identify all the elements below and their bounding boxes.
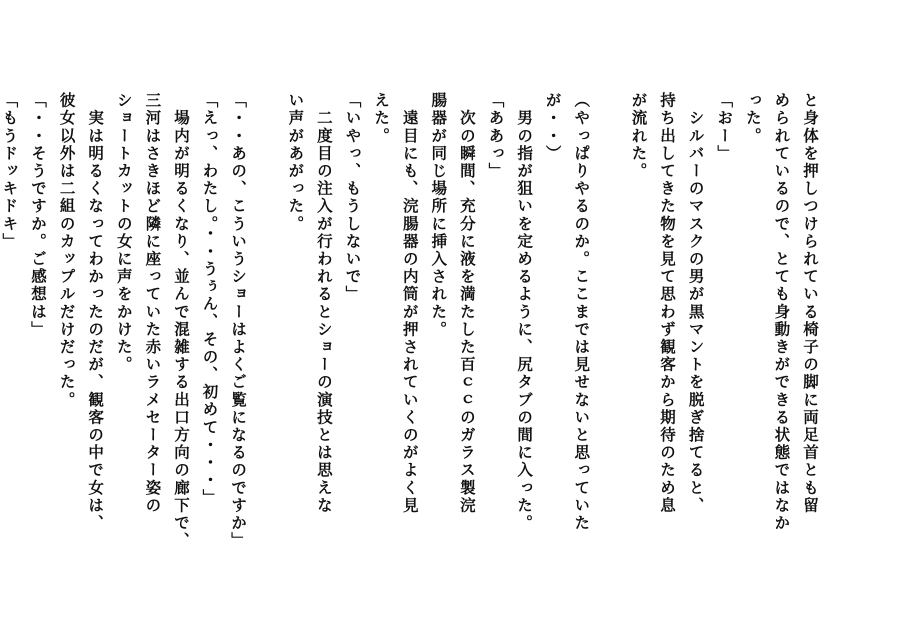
text-line: 「・・あの、こういうショーはよくご覧になるのですか」 bbox=[229, 92, 248, 550]
text-line: ショートカットの女に声をかけた。 bbox=[114, 92, 133, 374]
text-line: 男の指が狙いを定めるように、尻タブの間に入った。 bbox=[515, 92, 534, 532]
text-line: 「おー」 bbox=[715, 92, 734, 163]
text-line: 場内が明るくなり、並んで混雑する出口方向の廊下で、 bbox=[171, 92, 190, 550]
text-line: シルバーのマスクの男が黒マントを脱ぎ捨てると、 bbox=[686, 92, 705, 515]
text-line: 二度目の注入が行われるとショーの演技とは思えな bbox=[314, 92, 333, 515]
text-line: った。 bbox=[743, 92, 762, 145]
text-line: 次の瞬間、充分に液を満たした百ｃｃのガラス製浣 bbox=[457, 92, 476, 515]
text-line: 「えっ、わたし。・・うぅん、その、初めて・・・」 bbox=[200, 92, 219, 507]
text-line: （やっぱりやるのか。ここまでは見せないと思っていた bbox=[572, 92, 591, 532]
text-line: められているので、とても身動きができる状態ではなか bbox=[772, 92, 791, 532]
vertical-text-body bbox=[0, 92, 824, 612]
text-line: 彼女以外は二組のカップルだけだった。 bbox=[57, 92, 76, 409]
text-line: 「もうドッキドキ」 bbox=[0, 92, 19, 251]
text-line: い声があがった。 bbox=[286, 92, 305, 233]
text-line: と身体を押しつけられている椅子の脚に両足首とも留 bbox=[801, 92, 819, 515]
text-line: 三河はさきほど隣に座っていた赤いラメセーター姿の bbox=[143, 92, 162, 515]
blank-line bbox=[252, 92, 281, 612]
text-line: えた。 bbox=[372, 92, 391, 145]
text-line: 「いやっ、もうしないで」 bbox=[343, 92, 362, 304]
text-line: が流れた。 bbox=[629, 92, 648, 180]
text-line: 持ち出してきた物を見て思わず観客から期待のため息 bbox=[658, 92, 677, 515]
text-line: 腸器が同じ場所に挿入された。 bbox=[429, 92, 448, 339]
text-line: 実は明るくなってわかったのだが、観客の中で女は、 bbox=[86, 92, 105, 532]
text-line: が・・） bbox=[543, 92, 562, 163]
blank-line bbox=[595, 92, 624, 612]
text-line: 遠目にも、浣腸器の内筒が押されていくのがよく見 bbox=[400, 92, 419, 515]
text-line: 「ああっ」 bbox=[486, 92, 505, 180]
text-line: 「・・そうですか。ご感想は」 bbox=[28, 92, 47, 339]
